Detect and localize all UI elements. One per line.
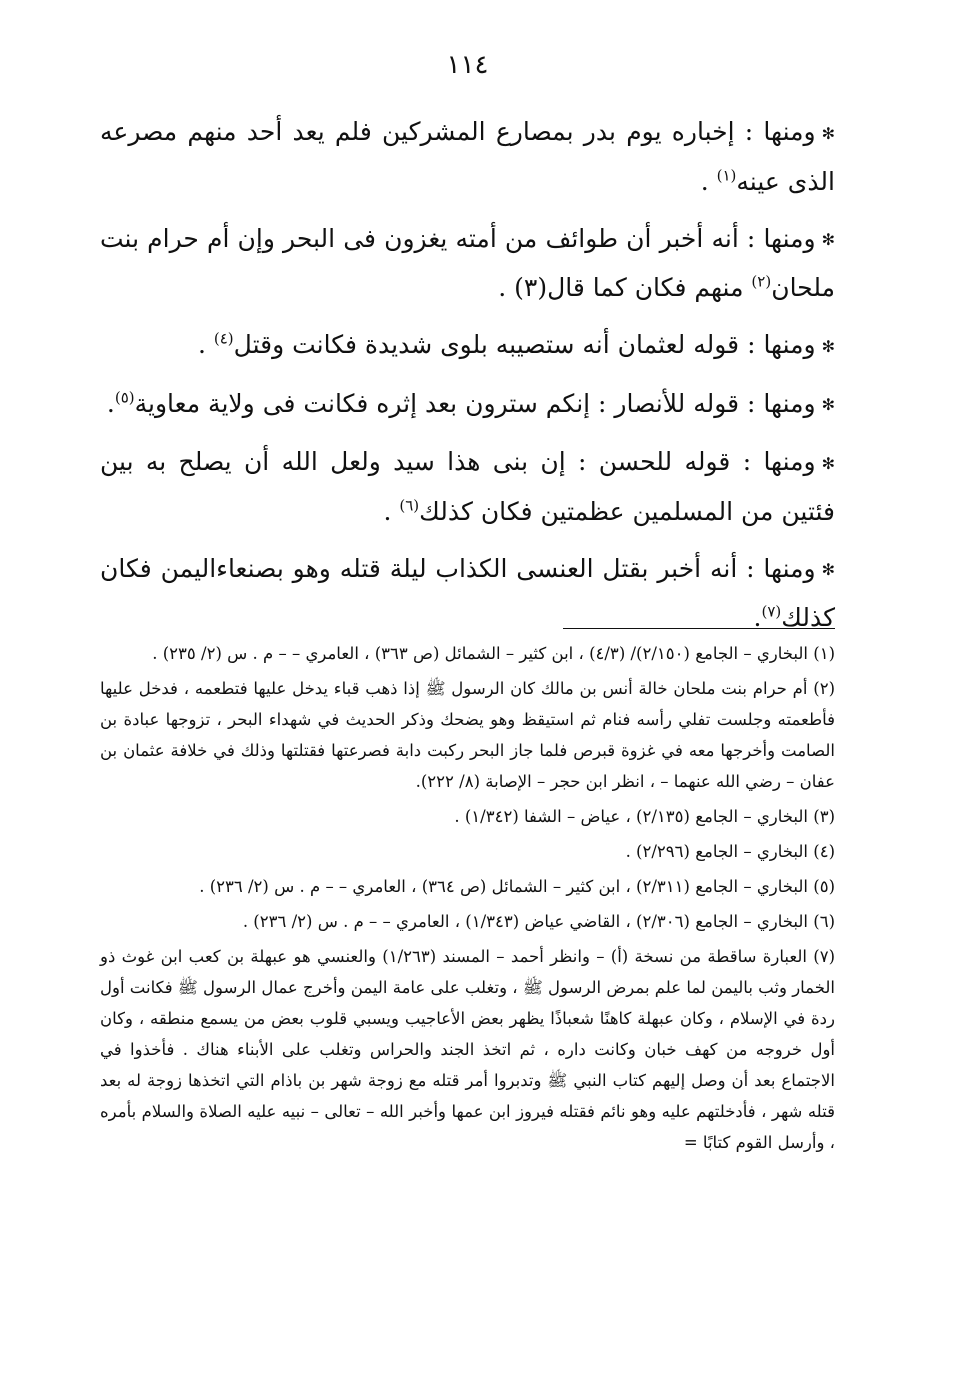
footnote-separator — [563, 628, 835, 629]
bullet-star: ✻ — [821, 453, 835, 473]
page-number: ١١٤ — [446, 50, 489, 80]
footnote-ref[interactable]: (٢) — [751, 272, 772, 291]
footnote-ref[interactable]: (٥) — [114, 388, 135, 407]
footnote-2: (٢) أم حرام بنت ملحان خالة أنس بن مالك كان الرسول ﷺ إذا ذهب قباء يدخل عليها فتطعمه ، فدخل عليها فأطعمته وجلست تفلي رأسه فنام ثم استيقظ وهو يضحك وذكر الحديث في شهداء البحر ، تزوجها عبادة بن الصامت وأخرجها معه في غزوة قبرص فلما جاز البحر ركبت دابة فصرعتها فقتلتها وذلك في خلافة عثمان بن عفان – رضي الله عنهما – ، انظر ابن حجر – الإصابة (٨/ ٢٢٢). — [100, 679, 835, 791]
footnote-6: (٦) البخاري – الجامع (٢/٣٠٦) ، القاضي عياض (١/٣٤٣) ، العامري – – م . س (٢/ ٢٣٦) . — [242, 912, 835, 931]
footnote-1: (١) البخاري – الجامع (٢/١٥٠)/ (٤/٣) ، ابن كثير – الشمائل (ص ٣٦٣) ، العامري – – م . س (٢/ ٢٣٥) . — [152, 644, 835, 663]
footnote-7: (٧) العبارة ساقطة من نسخة (أ) – وانظر أحمد – المسند (١/٢٦٣) والعنسي هو عبهلة بن كعب ابن غوث ذو الخمار وثب باليمن لما علم بمرض الرسول ﷺ ، وتغلب على عامة اليمن وأخرج عمال الرسول ﷺ فكانت أول ردة في الإسلام ، وكان عبهلة كاهنًا شعباذًا يظهر بعض الأعاجيب ويسبي قلوب بعض من يسمع منطقه ، وكان أول خروجه من كهف خبان وكانت داره ، ثم اتخذ الجند والحراس وتغلب على الأبناء هناك . فأخذوا في الاجتماع بعد أن وصل إليهم كتاب النبي ﷺ وتدبروا أمر قتله مع زوجة شهر بن باذام التي اتخذها زوجة له بعد قتله شهر ، فأدخلتهم عليه وهو نائم فقتله فيروز ابن عمها وأخبر الله – تعالى – نبيه عليه الصلاة والسلام بأمره ، وأرسل القوم كتابًا = — [100, 947, 835, 1152]
footnotes — [100, 638, 835, 1162]
footnote-ref[interactable]: (١) — [716, 166, 737, 185]
paragraph-4: ✻ومنها : قوله للأنصار : إنكم سترون بعد إثره فكانت فى ولاية معاوية$^{(٥)}$. — [106, 388, 835, 418]
footnote-ref[interactable]: (٤) — [213, 329, 234, 348]
footnote-ref[interactable]: (٧) — [761, 602, 782, 621]
bullet-star: ✻ — [821, 230, 835, 249]
paragraph-5: ✻ومنها : قوله للحسن : إن بنى هذا سيد ولعل الله أن يصلح به بين فئتين من المسلمين عظمتين فكان كذلك$^{(٦)}$ . — [100, 447, 835, 526]
footnote-3: (٣) البخاري – الجامع (٢/١٣٥) ، عياض – الشفا (١/٣٤٢) . — [454, 807, 835, 826]
footnote-5: (٥) البخاري – الجامع (٢/٣١١) ، ابن كثير – الشمائل (ص ٣٦٤) ، العامري – – م . س (٢/ ٢٣٦) . — [199, 877, 835, 896]
paragraph-1: ✻ومنها : إخباره يوم بدر بمصارع المشركين فلم يعد أحد منهم مصرعه الذى عينه$^{(١)}$ . — [100, 117, 835, 196]
bullet-star: ✻ — [821, 560, 835, 579]
footnote-4: (٤) البخاري – الجامع (٢/٢٩٦) . — [625, 842, 835, 861]
main-text — [100, 108, 835, 651]
bullet-star: ✻ — [821, 395, 835, 414]
footnote-ref[interactable]: (٦) — [399, 496, 420, 515]
paragraph-2: ✻ومنها : أنه أخبر أن طوائف من أمته يغزون فى البحر وإن أم حرام بنت ملحان$^{(٢)}$ منهم فكان كما قال(٣) . — [100, 223, 835, 302]
bullet-star: ✻ — [821, 336, 835, 356]
page — [100, 0, 835, 1376]
bullet-star: ✻ — [821, 123, 835, 143]
paragraph-3: ✻ومنها : قوله لعثمان أنه ستصيبه بلوى شديدة فكانت وقتل$^{(٤)}$ . — [197, 329, 835, 359]
paragraph-6: ✻ومنها : أنه أخبر بقتل العنسى الكذاب ليلة قتله وهو بصنعاءاليمن فكان كذلك$^{(٧)}$. — [100, 553, 835, 632]
